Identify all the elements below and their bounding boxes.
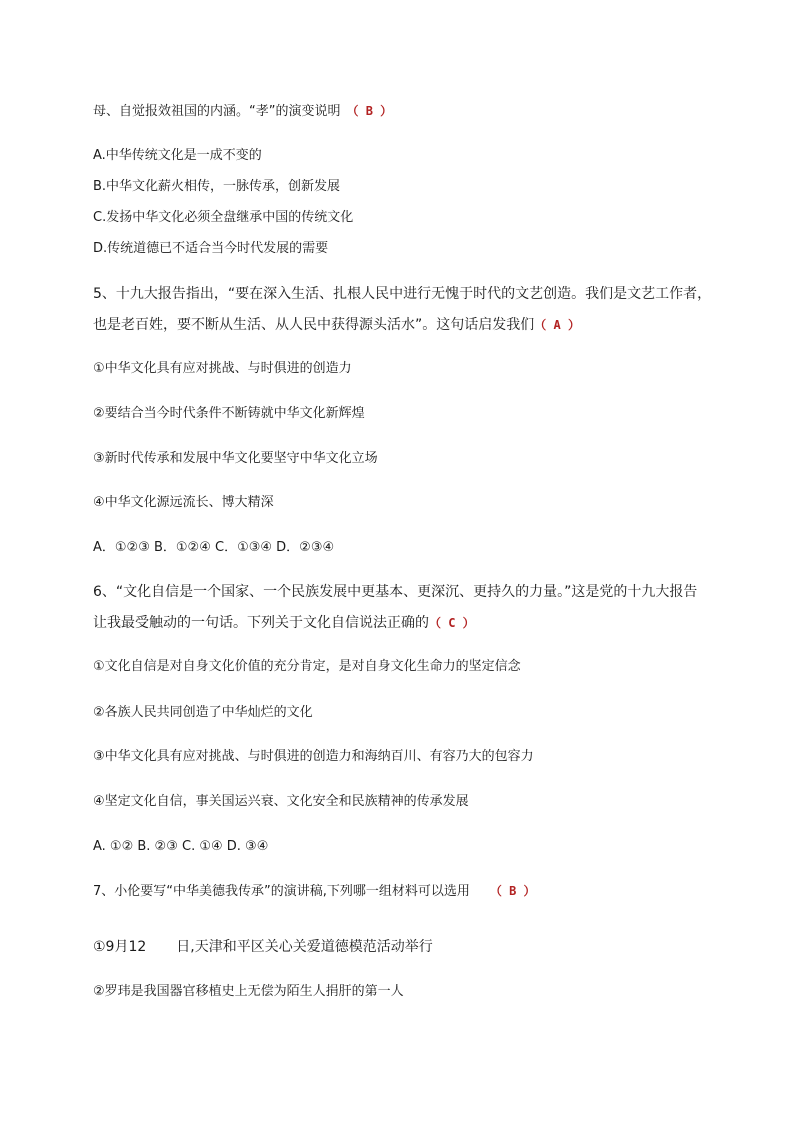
- answer-marker: （ B ）: [489, 884, 536, 898]
- answer-marker: （ B ）: [346, 104, 393, 118]
- question-5-line-2: [93, 316, 580, 334]
- question-7-item-2: ②罗玮是我国器官移植史上无偿为陌生人捐肝的第一人: [93, 984, 404, 999]
- option-a: A.中华传统文化是一成不变的: [93, 148, 262, 163]
- question-5-item-4: ④中华文化源远流长、博大精深: [93, 495, 274, 510]
- option-b: B.中华文化薪火相传，一脉传承，创新发展: [93, 179, 341, 194]
- line-1-text: 母、自觉报效祖国的内涵。“孝”的演变说明: [93, 104, 341, 119]
- question-5-line-1: 5、十九大报告指出，“要在深入生活、扎根人民中进行无愧于时代的文艺创造。我们是文艺工作者，: [93, 286, 712, 302]
- question-6-choices: A. ①② B. ②③ C. ①④ D. ③④: [93, 839, 269, 854]
- line-1: [93, 102, 392, 121]
- answer-marker: （ C ）: [429, 616, 475, 630]
- question-7-item-1: [93, 938, 433, 956]
- question-6-item-2: ②各族人民共同创造了中华灿烂的文化: [93, 705, 313, 720]
- option-c: C.发扬中华文化必须全盘继承中国的传统文化: [93, 210, 354, 225]
- answer-marker: （ A ）: [534, 318, 580, 332]
- question-5-text: 也是老百姓，要不断从生活、从人民中获得源头活水”。这句话启发我们: [93, 317, 535, 333]
- question-6-item-4: ④坚定文化自信，事关国运兴衰、文化安全和民族精神的传承发展: [93, 794, 469, 809]
- question-5-item-3: ③新时代传承和发展中华文化要坚守中华文化立场: [93, 451, 378, 466]
- question-6-item-1: ①文化自信是对自身文化价值的充分肯定，是对自身文化生命力的坚定信念: [93, 659, 521, 674]
- question-6-line-1: 6、“文化自信是一个国家、一个民族发展中更基本、更深沉、更持久的力量。”这是党的十九大报告: [93, 584, 698, 600]
- question-6-line-2: [93, 614, 475, 632]
- question-7-item-1-text: 日,天津和平区关心关爱道德模范活动举行: [176, 939, 433, 955]
- question-6-item-3: ③中华文化具有应对挑战、与时俱进的创造力和海纳百川、有容乃大的包容力: [93, 749, 534, 764]
- question-7-text: 7、小伦要写“中华美德我传承”的演讲稿,下列哪一组材料可以选用: [93, 884, 470, 899]
- question-5-item-2: ②要结合当今时代条件不断铸就中华文化新辉煌: [93, 406, 365, 421]
- option-d: D.传统道德已不适合当今时代发展的需要: [93, 241, 329, 256]
- question-5-choices: A．①②③ B．①②④ C．①③④ D．②③④: [93, 540, 335, 555]
- question-6-text: 让我最受触动的一句话。下列关于文化自信说法正确的: [93, 615, 429, 631]
- question-5-item-1: ①中华文化具有应对挑战、与时俱进的创造力: [93, 361, 352, 376]
- question-7-line: [93, 882, 536, 901]
- question-7-item-1-date: ①9月12: [93, 939, 147, 955]
